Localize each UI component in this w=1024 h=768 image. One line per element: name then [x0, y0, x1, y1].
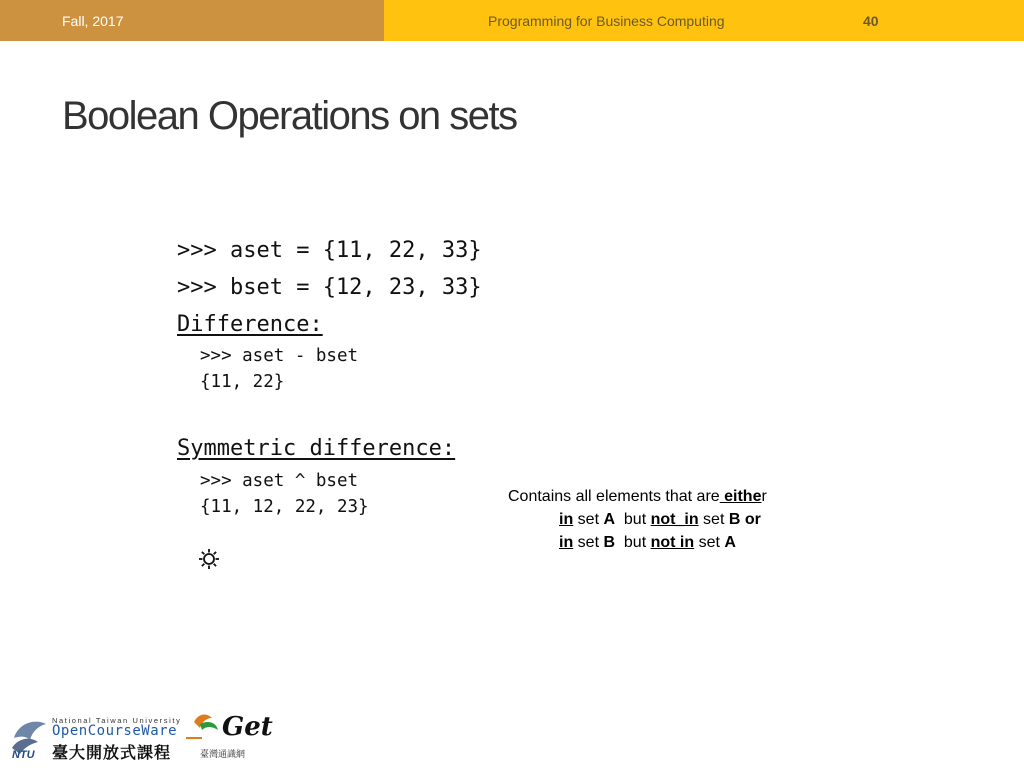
- get-logo-text: Get: [222, 712, 273, 742]
- note-either: eithe: [719, 488, 762, 505]
- difference-result: {11, 22}: [200, 372, 285, 392]
- difference-label: Difference:: [177, 312, 323, 337]
- slide-header: [0, 0, 1024, 41]
- note-set-a-2: A: [724, 534, 736, 551]
- note-prefix: Contains all elements that are: [508, 488, 720, 505]
- note-set-1: set: [573, 511, 604, 528]
- symmetric-difference-command: >>> aset ^ bset: [200, 471, 359, 491]
- code-line-bset: >>> bset = {12, 23, 33}: [177, 275, 482, 300]
- note-line-1: [508, 488, 767, 506]
- note-suffix: r: [761, 488, 767, 505]
- opencourseware-text: OpenCourseWare: [52, 723, 178, 739]
- header-left-band: [0, 0, 384, 41]
- header-course-title: Programming for Business Computing: [488, 13, 725, 29]
- note-not-in-b: not_in: [650, 511, 699, 528]
- header-date: Fall, 2017: [62, 13, 124, 29]
- sun-icon: [198, 548, 220, 570]
- note-set-3: set: [573, 534, 604, 551]
- symmetric-difference-label: Symmetric difference:: [177, 436, 456, 461]
- note-in-a: in: [559, 511, 574, 528]
- ntu-name: National Taiwan University: [52, 716, 182, 725]
- note-but-2: but: [615, 534, 651, 551]
- ntu-abbr-text: NTU: [12, 749, 35, 761]
- get-chinese: 臺灣通識網: [200, 749, 246, 759]
- symmetric-difference-result: {11, 12, 22, 23}: [200, 497, 369, 517]
- note-line-2: [559, 511, 761, 529]
- note-set-a: A: [603, 511, 616, 528]
- code-line-aset: >>> aset = {11, 22, 33}: [177, 238, 482, 263]
- note-set-4: set: [694, 534, 725, 551]
- page-number: 40: [863, 13, 879, 29]
- note-not-in-a: not in: [650, 534, 695, 551]
- note-set-2: set: [698, 511, 729, 528]
- slide-title: Boolean Operations on sets: [62, 94, 517, 138]
- note-set-b-or: B or: [728, 511, 761, 528]
- note-but-1: but: [615, 511, 651, 528]
- note-set-b: B: [603, 534, 616, 551]
- note-line-3: [559, 534, 736, 552]
- difference-command: >>> aset - bset: [200, 346, 359, 366]
- ntu-logo-icon: [12, 722, 46, 761]
- note-in-b: in: [559, 534, 574, 551]
- opencourseware-chinese: 臺大開放式課程: [52, 743, 172, 762]
- get-logo-icon: [186, 715, 218, 738]
